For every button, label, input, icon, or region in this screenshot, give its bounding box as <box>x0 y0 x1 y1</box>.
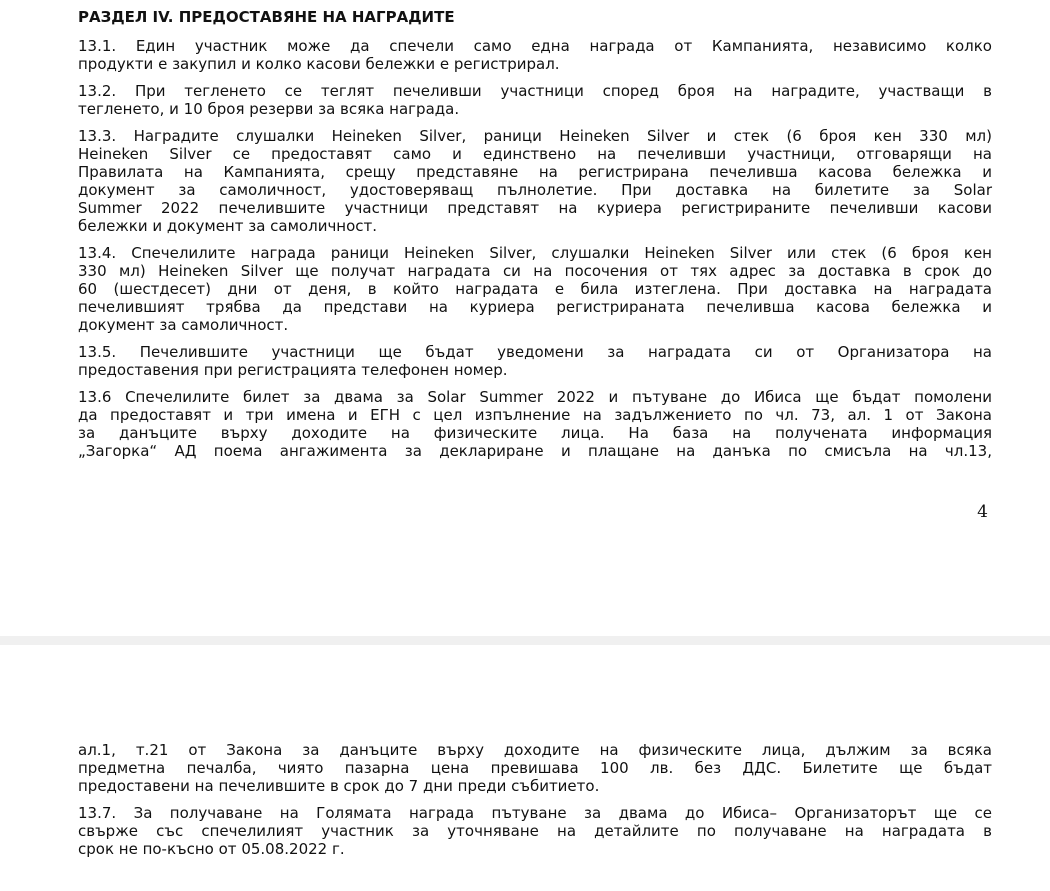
text-line: за данъците върху доходите на физическите лица. На база на получената информация <box>78 424 992 442</box>
text-line: 13.5. Печелившите участници ще бъдат уведомени за наградата си от Организатора на <box>78 343 992 361</box>
page-content <box>78 8 992 469</box>
text-line: документ за самоличност, удостоверяващ пълнолетие. При доставка на билетите за Solar <box>78 181 992 199</box>
text-line: 60 (шестдесет) дни от деня, в който наградата е била изтеглена. При доставка на наградата <box>78 280 992 298</box>
paragraphs <box>78 37 992 460</box>
text-line: ал.1, т.21 от Закона за данъците върху доходите на физическите лица, дължим за всяка <box>78 741 992 759</box>
text-line: предметна печалба, чиято пазарна цена превишава 100 лв. без ДДС. Билетите ще бъдат <box>78 759 992 777</box>
section-heading: РАЗДЕЛ IV. ПРЕДОСТАВЯНЕ НА НАГРАДИТЕ <box>78 8 455 26</box>
text-line: Heineken Silver се предоставят само и единствено на печеливши участници, отговарящи на <box>78 145 992 163</box>
text-line: 13.1. Един участник може да спечели само една награда от Кампанията, независимо колко <box>78 37 992 55</box>
paragraph <box>78 244 992 334</box>
text-line: документ за самоличност. <box>78 316 289 334</box>
text-line: предоставения при регистрацията телефонен номер. <box>78 361 508 379</box>
text-line: 13.4. Спечелилите награда раници Heineken Silver, слушалки Heineken Silver или стек (6 броя кен <box>78 244 992 262</box>
page-number: 4 <box>977 502 988 522</box>
document-page-5 <box>0 645 1050 891</box>
paragraph <box>78 804 992 858</box>
paragraph <box>78 388 992 460</box>
text-line: 13.3. Наградите слушалки Heineken Silver, раници Heineken Silver и стек (6 броя кен 330 мл) <box>78 127 992 145</box>
text-line: срок не по-късно от 05.08.2022 г. <box>78 840 345 858</box>
paragraph <box>78 343 992 379</box>
paragraphs <box>78 741 992 858</box>
text-line: 13.7. За получаване на Голямата награда пътуване за двама до Ибиса– Организаторът ще се <box>78 804 992 822</box>
text-line: бележки и документ за самоличност. <box>78 217 378 235</box>
text-line: да предоставят и три имена и ЕГН с цел изпълнение на задължението по чл. 73, ал. 1 от Закона <box>78 406 992 424</box>
text-line: Summer 2022 печелившите участници представят на куриера регистрираните печеливши касови <box>78 199 992 217</box>
text-line: „Загорка“ АД поема ангажимента за деклариране и плащане на данъка по смисъла на чл.13, <box>78 442 992 460</box>
text-line: тегленето, и 10 броя резерви за всяка награда. <box>78 100 460 118</box>
text-line: предоставени на печелившите в срок до 7 дни преди събитието. <box>78 777 600 795</box>
text-line: печелившият трябва да представи на куриера регистрираната печеливша касова бележка и <box>78 298 992 316</box>
paragraph <box>78 741 992 795</box>
text-line: свърже със спечелилият участник за уточняване на детайлите по получаване на наградата в <box>78 822 992 840</box>
text-line: 13.2. При тегленето се теглят печеливши участници според броя на наградите, участващи в <box>78 82 992 100</box>
text-line: 13.6 Спечелилите билет за двама за Solar Summer 2022 и пътуване до Ибиса ще бъдат помолени <box>78 388 992 406</box>
text-line: Правилата на Кампанията, срещу представяне на регистрирана печеливша касова бележка и <box>78 163 992 181</box>
paragraph <box>78 127 992 235</box>
paragraph <box>78 82 992 118</box>
text-line: продукти е закупил и колко касови бележки е регистрирал. <box>78 55 560 73</box>
page-content <box>78 741 992 867</box>
paragraph <box>78 37 992 73</box>
text-line: 330 мл) Heineken Silver ще получат наградата си на посочения от тях адрес за доставка в срок до <box>78 262 992 280</box>
page-separator <box>0 636 1050 645</box>
